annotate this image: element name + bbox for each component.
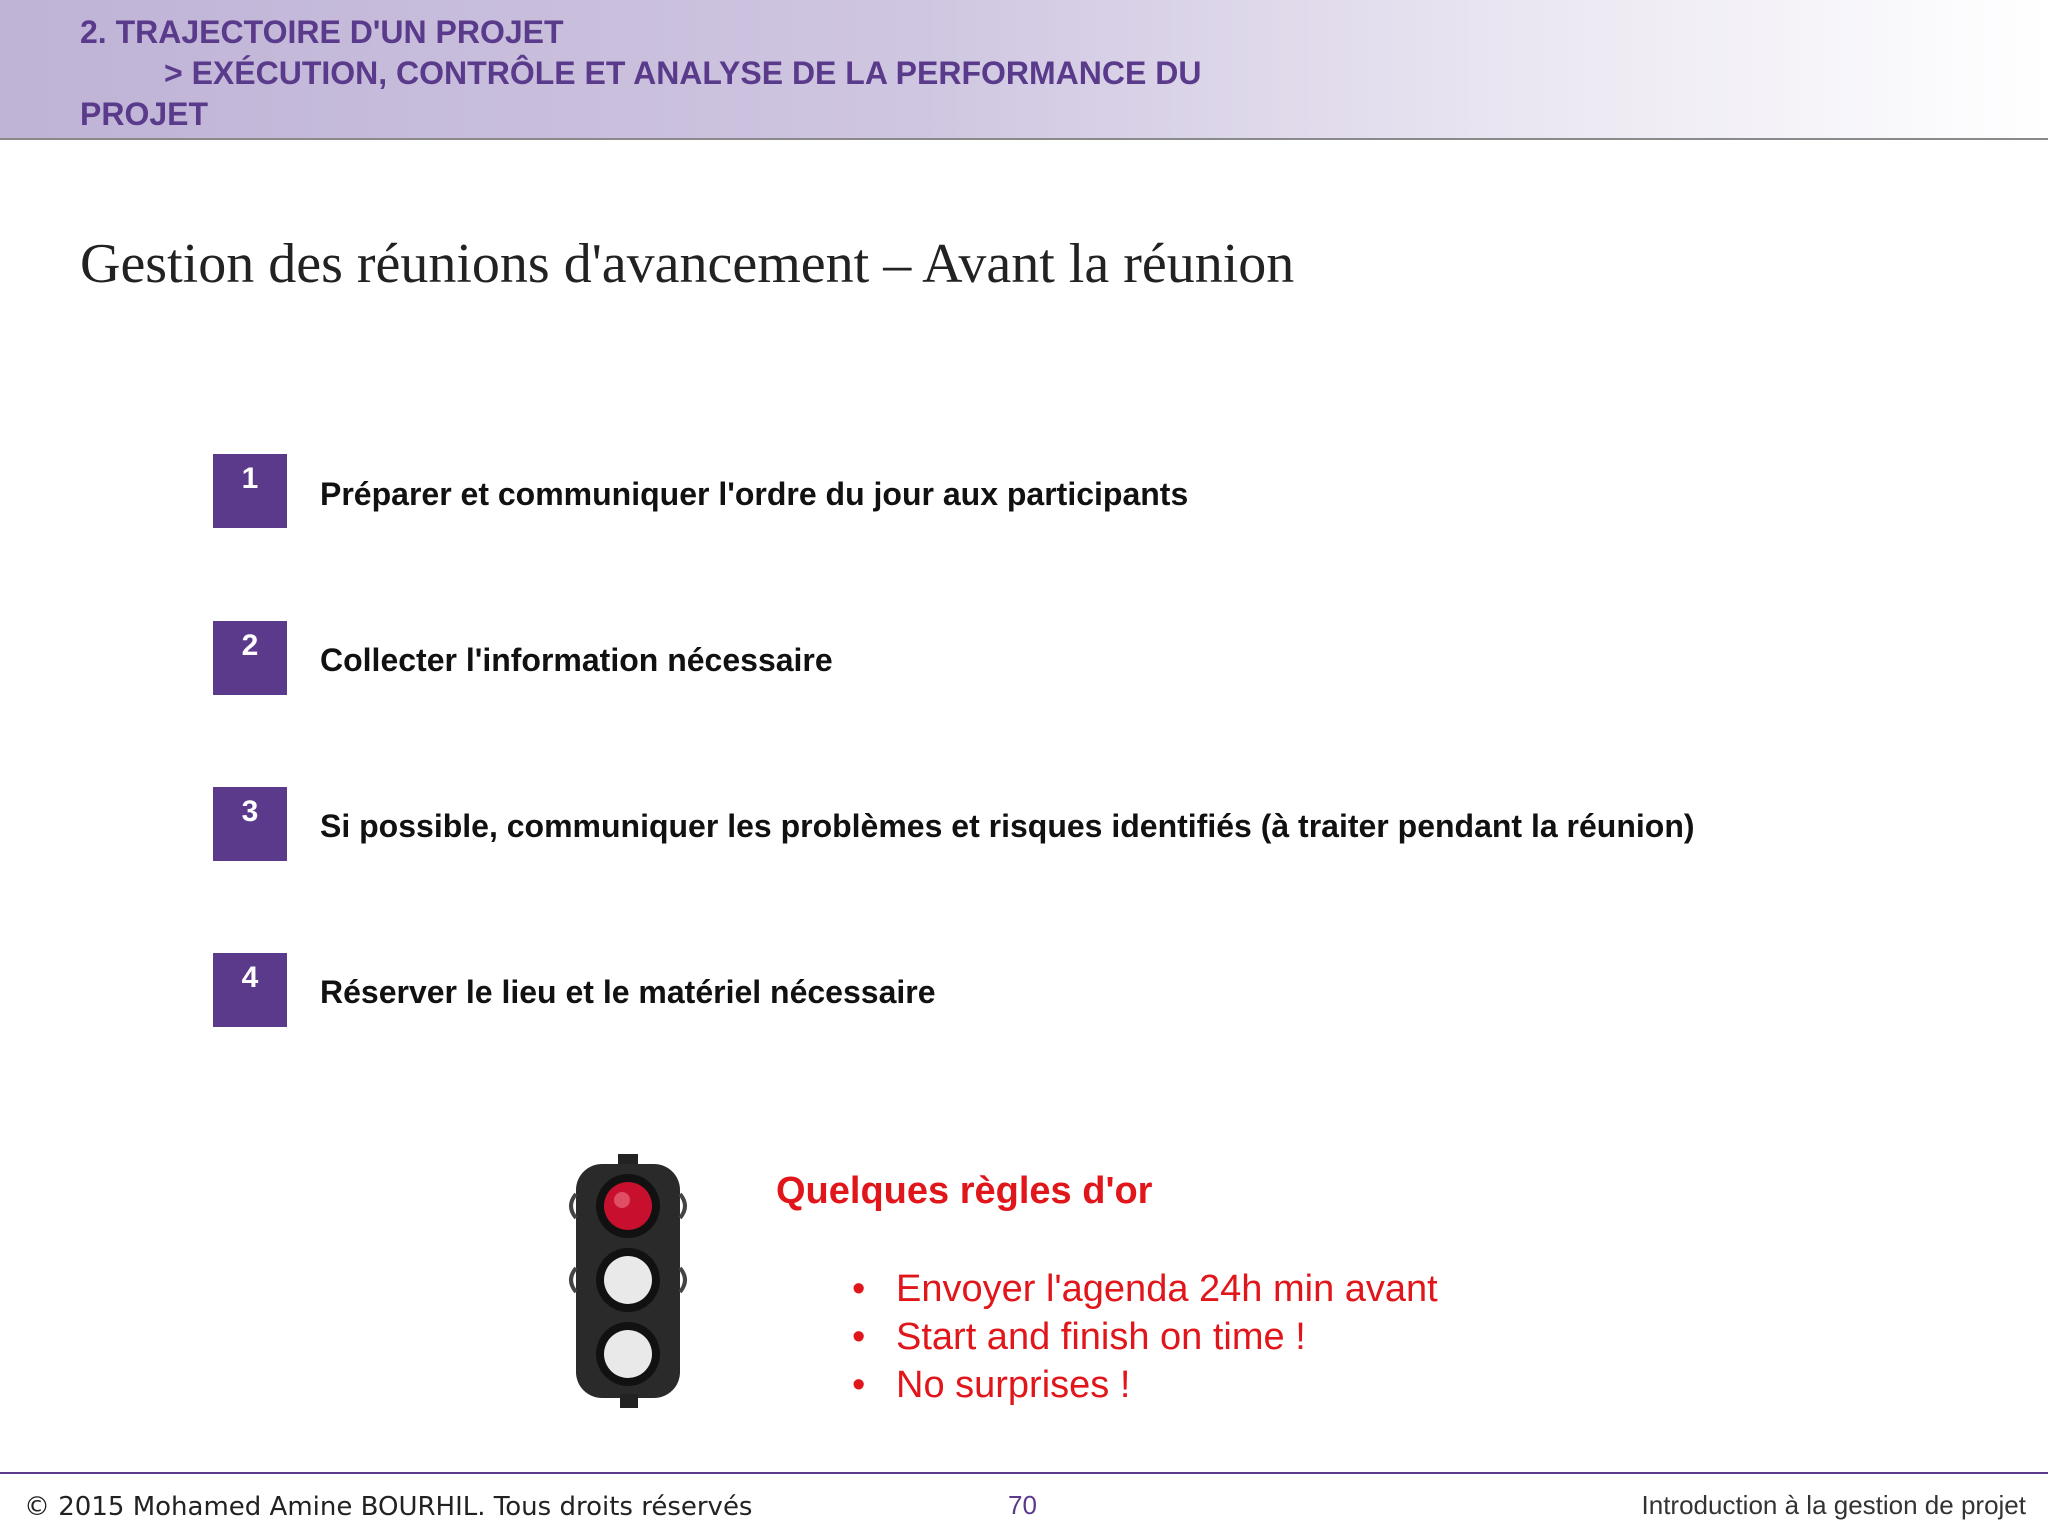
- bullet-marker: •: [852, 1364, 866, 1406]
- step-number-3: 3: [213, 787, 287, 861]
- footer-course-title: Introduction à la gestion de projet: [1641, 1490, 2026, 1520]
- traffic-light-icon: [566, 1154, 690, 1410]
- header-subsection-cont: PROJET: [80, 96, 209, 132]
- step-number-2: 2: [213, 621, 287, 695]
- golden-rules-title: Quelques règles d'or: [776, 1170, 1153, 1212]
- step-number-4: 4: [213, 953, 287, 1027]
- page-number: 70: [1008, 1490, 1037, 1520]
- slide-title: Gestion des réunions d'avancement – Avant la réunion: [80, 233, 1295, 295]
- rule-text: Envoyer l'agenda 24h min avant: [896, 1268, 1438, 1310]
- rule-text: No surprises !: [896, 1364, 1131, 1406]
- header-section: 2. TRAJECTOIRE D'UN PROJET: [80, 14, 564, 50]
- step-text-3: Si possible, communiquer les problèmes et risques identifiés (à traiter pendant la réunion): [320, 808, 1695, 844]
- slide-header: [0, 0, 2048, 140]
- bullet-marker: •: [852, 1316, 866, 1358]
- step-number-1: 1: [213, 454, 287, 528]
- bullet-marker: •: [852, 1268, 866, 1310]
- step-text-4: Réserver le lieu et le matériel nécessaire: [320, 974, 936, 1010]
- rule-text: Start and finish on time !: [896, 1316, 1306, 1358]
- step-text-2: Collecter l'information nécessaire: [320, 642, 833, 678]
- footer-copyright: © 2015 Mohamed Amine BOURHIL. Tous droits réservés: [24, 1492, 753, 1522]
- step-text-1: Préparer et communiquer l'ordre du jour aux participants: [320, 476, 1189, 512]
- footer-divider: [0, 1472, 2048, 1474]
- header-subsection: > EXÉCUTION, CONTRÔLE ET ANALYSE DE LA PERFORMANCE DU: [164, 55, 1202, 91]
